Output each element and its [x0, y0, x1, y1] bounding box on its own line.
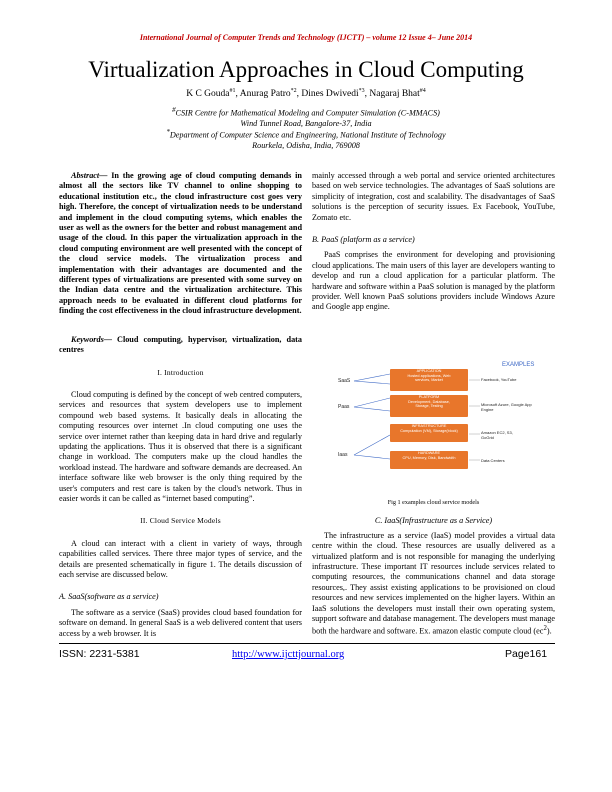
paper-title: Virtualization Approaches in Cloud Computing [88, 57, 524, 82]
figure-layer-label: Paas [338, 404, 350, 410]
affiliation-mark: # [172, 107, 176, 114]
service-models-paragraph: A cloud can interact with a client in variety of ways, through capabilities called services. There three major types of service, and the details are presented schematically in figure 1. The details discussion of each servise are discussed below. [59, 538, 302, 579]
figure-cloud-service-models [330, 362, 545, 474]
saas-paragraph-continued: mainly accessed through a web portal and service oriented architectures based on web service technologies. The advantages of SaaS solutions are simplicity of integration, cost and scalability. The disadvantages of SaaS solutions is the perception of security issues. Ex Facebook, YouTube, Zomato etc. [312, 171, 555, 222]
affiliation-1 [0, 106, 612, 130]
affiliation-mark: * [166, 129, 170, 136]
section-heading-introduction: I. Introduction [157, 367, 204, 377]
author-name: Nagaraj Bhat [369, 89, 420, 100]
iaas-paragraph [312, 531, 555, 638]
section-heading-service-models: II. Cloud Service Models [140, 516, 221, 526]
author-name: Anurag Patro [239, 89, 291, 100]
paas-paragraph: PaaS comprises the environment for developing and provisioning cloud applications. The main users of this layer are developers wanting to develop and run a cloud application for a particular platform. The hardware and software within a PaaS solution is managed by the platform provider. Well known PaaS solutions providers include Windows Azure and Google app engine. [312, 250, 555, 312]
affiliation-2 [0, 128, 612, 152]
abstract-text: In the growing age of cloud computing demands in almost all the sectors like TV channel to online shopping to educational institution etc., the cloud infrastructure cost goes very high. Therefore, the concept of virtualization needs to be understand and implement in the cloud computing sytems, which enables the user as well as the owners for the better and robust management and usage of the cloud. In this paper the virtualization approach in the cloud computing environment are well presented with the concept of the cloud service models. The virtualization process and implementation with their advantages are documented and the different types of virtualizations are presented with some survey on the Indian data centre and the virtualization architecture. This approach needs to be evaluated in different cloud platforms for finding the cost effectiveness in the cloud infrastructure development. [59, 171, 302, 316]
abstract-label: Abstract— [71, 171, 108, 180]
author-sup: *2 [290, 88, 297, 94]
author-name: Dines Dwivedi [301, 89, 359, 100]
right-column-lower [312, 498, 555, 638]
right-column [312, 171, 555, 313]
author-sup: #4 [419, 88, 426, 94]
figure-example: Data Centers [481, 458, 505, 463]
figure-layer-label: Iaas [338, 452, 348, 458]
keywords [59, 335, 302, 356]
affiliation-line: CSIR Centre for Mathematical Modeling and Computer Simulation (C-MMACS) [175, 108, 440, 118]
saas-paragraph: The software as a service (SaaS) provides cloud based foundation for software on demand. In general SaaS is a web delivered content that users access by a web browser. It is [59, 607, 302, 638]
author-name: K C Gouda [186, 89, 230, 100]
journal-header: International Journal of Computer Trends and Technology (IJCTT) – volume 12 Issue 4– June 2014 [139, 33, 473, 42]
footer-page-number: Page161 [505, 648, 548, 660]
keywords-label: Keywords [71, 334, 104, 344]
affiliation-line: Department of Computer Science and Engineering, National Institute of Technology [169, 130, 446, 140]
affiliation-line: Rourkela, Odisha, India, 769008 [252, 141, 360, 151]
footer-url-link[interactable]: http://www.ijcttjournal.org [232, 649, 345, 660]
iaas-text: The infrastructure as a service (IaaS) model provides a virtual data centre within the cloud. These resources are usually delivered as a virtualized platform and is not responsible for managing the underlying infrastructure. These important IT resources include services related to computing resources, the communications channel and data storage resources,. They assist existing applications to be provisioned on cloud resources and new services implemented on the higher layers. Within an IaaS solutions the developers must install their own operating system, support software and database management. The developers must manage both the hardware and software. Ex. amazon elastic compute cloud (ec [312, 530, 555, 637]
footer-url-wrap [232, 648, 344, 660]
figure-layer-label: SaaS [338, 378, 351, 384]
subsection-heading-paas: B. PaaS (platform as a service) [312, 235, 415, 245]
figure-caption: Fig 1 examples cloud service models [387, 499, 480, 506]
left-column [59, 171, 302, 639]
figure-box-infrastructure: INFRASTRUCTURE Computation (VM), Storage(block) [390, 424, 468, 442]
figure-example: Amazon EC2, S3, GoGrid [481, 430, 513, 440]
figure-example: Facebook, YouTube [481, 377, 517, 382]
introduction-paragraph: Cloud computing is defined by the concept of web centred computers, services and resources that system developers use to implement compound web based systems. It basically deals in allocating the computing resources over internet .In cloud computing one uses the service over internet rather than keeping data in hard drive and regularly updating the applications. Thus it is observed that there is a significant change in workload. The computers make up the cloud handles the workload instead. The hardware and software demands are decreased. An interface software like web browser is the only thing required by the user's computers and rest care is taken by the cloud's network. Thus in easier words it can be called as “internet based computing”. [59, 389, 302, 503]
figure-example: Microsoft Azure, Google App Engine [481, 402, 532, 412]
iaas-sup: 2 [543, 625, 547, 633]
abstract [59, 171, 302, 317]
figure-box-platform: PLATFORM Development, Database, Storage, Testing [390, 395, 468, 417]
footer-divider [59, 643, 555, 644]
figure-box-application: APPLICATION Hosted applications, Web services, Market [390, 369, 468, 391]
figure-box-hardware: HARDWARE CPU, Memory, Disk, Bandwidth [390, 451, 468, 469]
footer-issn: ISSN: 2231-5381 [59, 648, 140, 660]
figure-examples-title: EXAMPLES [502, 362, 535, 368]
keywords-text: — Cloud computing, hypervisor, virtualization, data centres [59, 334, 302, 355]
author-sup: *3 [358, 88, 365, 94]
iaas-end: ). [546, 627, 552, 637]
subsection-heading-saas: A. SaaS(software as a service) [59, 592, 159, 602]
author-sup: #1 [229, 88, 236, 94]
subsection-heading-iaas: C. IaaS(Infrastructure as a Service) [374, 516, 493, 526]
affiliation-line: Wind Tunnel Road, Bangalore-37, India [240, 119, 372, 129]
author-list: K C Gouda$^{\#1}$, Anurag Patro$^{*2}$, Dines Dwivedi$^{*3}$, Nagaraj Bhat$^{\#4}$ [186, 88, 426, 100]
